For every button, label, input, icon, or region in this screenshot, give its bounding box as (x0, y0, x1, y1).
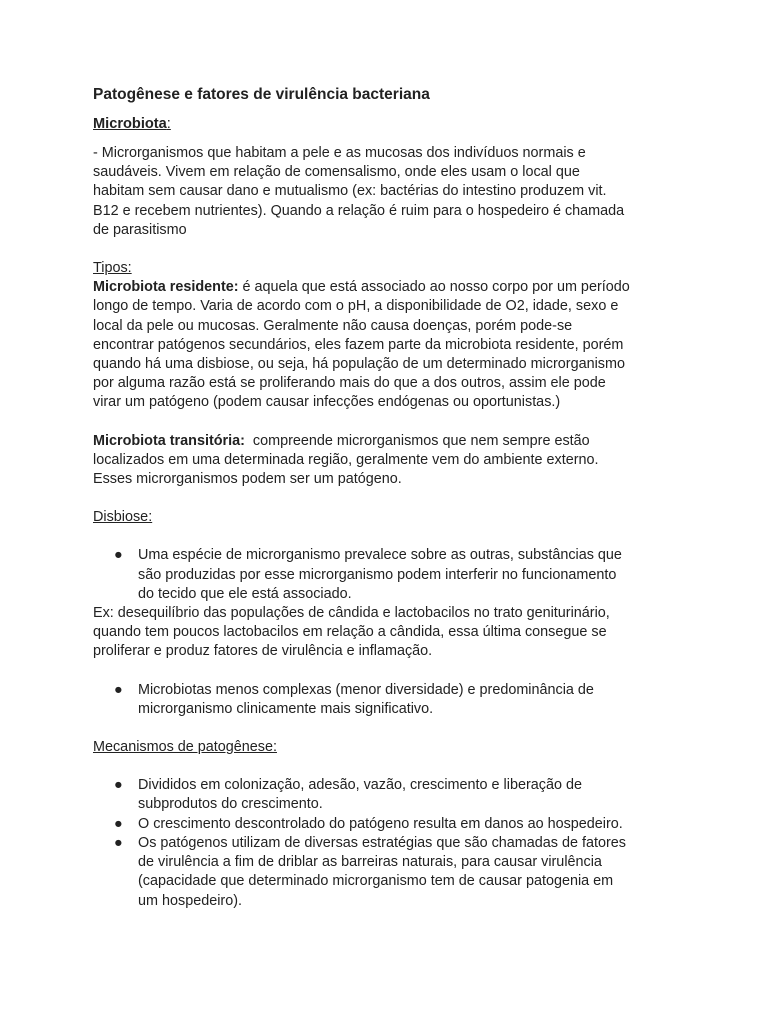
text-line: de virulência a fim de driblar as barreiras naturais, para causar virulência (138, 854, 602, 871)
mecanismos-label: Mecanismos de patogênese: (93, 739, 277, 756)
text-line: do tecido que ele está associado. (138, 585, 352, 602)
text-line: Ex: desequilíbrio das populações de cândida e lactobacilos no trato geniturinário, (93, 605, 610, 622)
text-line: O crescimento descontrolado do patógeno resulta em danos ao hospedeiro. (138, 815, 623, 832)
blank-line (93, 489, 683, 508)
text-line: Esses microrganismos podem ser um patógeno. (93, 471, 402, 488)
text-line: um hospedeiro). (138, 892, 242, 909)
list-item (93, 546, 683, 604)
mecanismos-bullet-list (93, 776, 683, 910)
disbiose-bullet-list-1 (93, 546, 683, 604)
text-line: longo de tempo. Varia de acordo com o pH, a disponibilidade de O2, idade, sexo e (93, 298, 619, 315)
text-line: subprodutos do crescimento. (138, 796, 323, 813)
bullet-icon: ● (114, 815, 123, 832)
disbiose-bullet-list-2 (93, 681, 683, 719)
text-line: local da pele ou mucosas. Geralmente não causa doenças, porém pode-se (93, 317, 573, 334)
disbiose-label: Disbiose: (93, 509, 153, 526)
blank-line (93, 662, 683, 681)
list-item (93, 834, 683, 911)
tipos-label: Tipos: (93, 260, 132, 277)
text-line: (capacidade que determinado microrganismo tem de causar patogenia em (138, 873, 614, 890)
disbiose-example (93, 604, 683, 662)
list-item (93, 776, 683, 814)
text-line: Uma espécie de microrganismo prevalece sobre as outras, substâncias que (138, 547, 622, 564)
bullet-icon: ● (114, 777, 123, 794)
microbiota-heading-colon: : (166, 116, 171, 132)
bullet-icon: ● (114, 547, 123, 564)
microbiota-transitoria-term: Microbiota transitória: (93, 432, 245, 449)
text-line: por alguma razão está se proliferando mais do que a dos outros, assim ele pode (93, 375, 606, 392)
bullet-icon: ● (114, 834, 123, 851)
microbiota-transitoria-first-line: compreende microrganismos que nem sempre estão (244, 432, 590, 449)
microbiota-residente-first-line: é aquela que está associado ao nosso corpo por um período (238, 279, 630, 296)
text-line: são produzidas por esse microrganismo podem interferir no funcionamento (138, 566, 617, 583)
blank-line (93, 719, 683, 738)
text-line: encontrar patógenos secundários, eles fazem parte da microbiota residente, porém (93, 336, 624, 353)
microbiota-residente-term: Microbiota residente: (93, 279, 239, 296)
text-line: quando há uma disbiose, ou seja, há população de um determinado microrganismo (93, 356, 625, 373)
text-line: habitam sem causar dano e mutualismo (ex: bactérias do intestino produzem vit. (93, 183, 607, 200)
bullet-icon: ● (114, 681, 123, 698)
microbiota-residente-paragraph (93, 278, 683, 412)
text-line: Microbiotas menos complexas (menor diversidade) e predominância de (138, 681, 594, 698)
text-line (93, 432, 683, 451)
microbiota-heading (93, 115, 683, 134)
document-page (93, 84, 683, 911)
blank-line (93, 240, 683, 259)
blank-line (93, 413, 683, 432)
text-line: - Microrganismos que habitam a pele e as mucosas dos indivíduos normais e (93, 145, 586, 161)
microbiota-intro (93, 144, 683, 240)
text-line: proliferar e produz fatores de virulência e inflamação. (93, 643, 433, 660)
blank-line (93, 527, 683, 546)
text-line: saudáveis. Vivem em relação de comensalismo, onde eles usam o local que (93, 164, 580, 181)
text-line: microrganismo clinicamente mais significativo. (138, 700, 434, 717)
document-title: Patogênese e fatores de virulência bacteriana (93, 86, 430, 103)
text-line: localizados em uma determinada região, geralmente vem do ambiente externo. (93, 451, 599, 468)
list-item (93, 681, 683, 719)
text-line: Os patógenos utilizam de diversas estratégias que são chamadas de fatores (138, 834, 626, 851)
text-line: quando tem poucos lactobacilos em relação a cândida, essa última consegue se (93, 624, 607, 641)
text-line: Divididos em colonização, adesão, vazão, crescimento e liberação de (138, 777, 582, 794)
text-line (93, 278, 683, 297)
microbiota-heading-text: Microbiota (93, 116, 167, 132)
microbiota-transitoria-paragraph (93, 432, 683, 490)
blank-line (93, 757, 683, 776)
text-line: virar um patógeno (podem causar infecções endógenas ou oportunistas.) (93, 394, 561, 411)
text-line: B12 e recebem nutrientes). Quando a relação é ruim para o hospedeiro é chamada (93, 202, 625, 219)
text-line: de parasitismo (93, 221, 187, 238)
list-item (93, 815, 683, 834)
